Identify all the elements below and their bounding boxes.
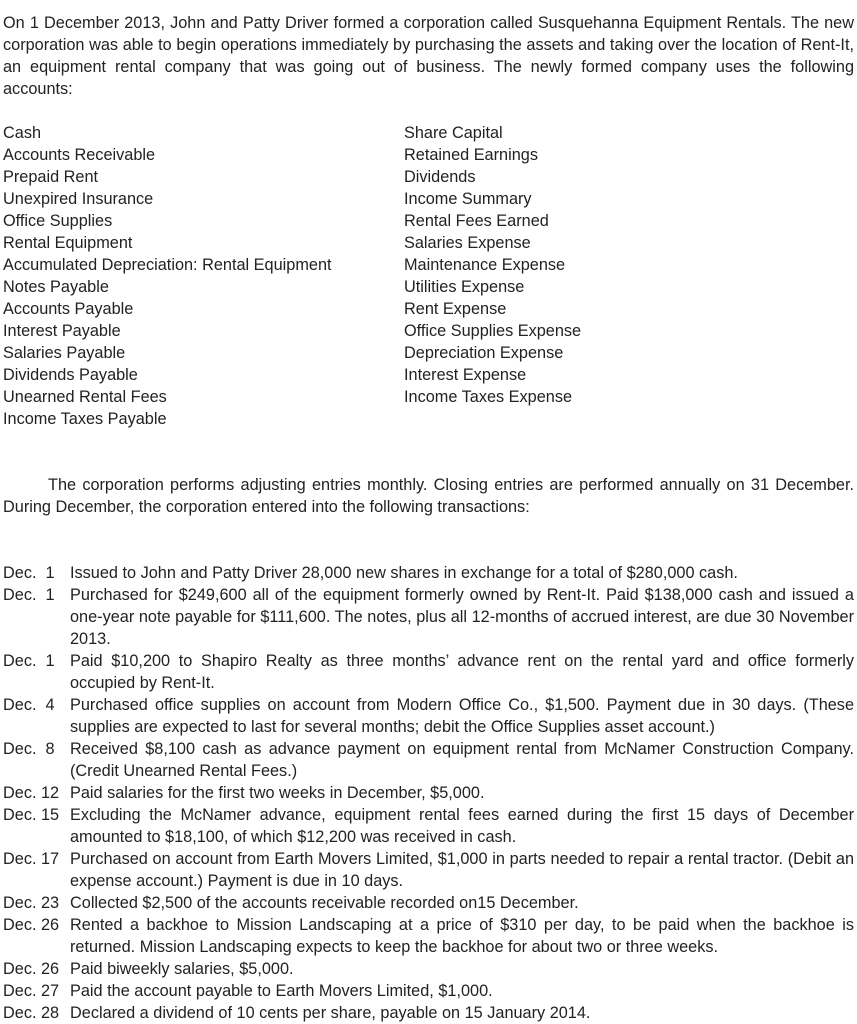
account-item: Depreciation Expense [404, 344, 564, 362]
accounts-right-column [404, 122, 844, 430]
accounts-list [3, 122, 854, 430]
account-item: Prepaid Rent [3, 168, 99, 186]
account-item: Maintenance Expense [404, 256, 566, 274]
account-item: Share Capital [404, 124, 503, 142]
account-item: Dividends [404, 168, 476, 186]
account-item: Unearned Rental Fees [3, 388, 167, 406]
accounts-left-column [3, 122, 404, 430]
transaction-description: Paid $10,200 to Shapiro Realty as three months’ advance rent on the rental yard and office formerly occupied by Rent-It. [70, 652, 854, 692]
transaction-description: Collected $2,500 of the accounts receivable recorded on15 December. [70, 894, 579, 912]
transaction-description: Purchased office supplies on account from Modern Office Co., $1,500. Payment due in 30 days. (These supplies are expected to last for several months; debit the Office Supplies asset account.) [70, 696, 854, 736]
transaction-date: Dec. 27 [3, 982, 60, 1000]
transaction-date: Dec. 1 [3, 564, 55, 582]
transaction-description: Purchased on account from Earth Movers Limited, $1,000 in parts needed to repair a rental tractor. (Debit an expense account.) Payment is due in 10 days. [70, 850, 854, 890]
transaction-description: Excluding the McNamer advance, equipment rental fees earned during the first 15 days of December amounted to $18,100, of which $12,200 was received in cash. [70, 806, 854, 846]
transaction-row [3, 958, 854, 980]
account-item: Accounts Payable [3, 300, 134, 318]
transaction-row [3, 738, 854, 782]
transaction-description: Paid biweekly salaries, $5,000. [70, 960, 294, 978]
account-item: Income Summary [404, 190, 532, 208]
transaction-date: Dec. 23 [3, 894, 60, 912]
transaction-date: Dec. 1 [3, 586, 55, 604]
transaction-description: Received $8,100 cash as advance payment on equipment rental from McNamer Construction Company. (Credit Unearned Rental Fees.) [70, 740, 854, 780]
transaction-date: Dec. 26 [3, 960, 60, 978]
transaction-date: Dec. 17 [3, 850, 60, 868]
account-item: Accounts Receivable [3, 146, 156, 164]
account-item: Salaries Expense [404, 234, 531, 252]
account-item: Utilities Expense [404, 278, 525, 296]
transactions-list [3, 562, 854, 1024]
account-item: Interest Expense [404, 366, 527, 384]
account-item: Interest Payable [3, 322, 121, 340]
transaction-row [3, 584, 854, 650]
transaction-row [3, 562, 854, 584]
account-item: Notes Payable [3, 278, 109, 296]
transactions-intro-paragraph: The corporation performs adjusting entries monthly. Closing entries are performed annually on 31 December. During December, the corporation entered into the following transactions: [3, 476, 854, 516]
transaction-row [3, 694, 854, 738]
transaction-description: Issued to John and Patty Driver 28,000 new shares in exchange for a total of $280,000 cash. [70, 564, 738, 582]
transaction-row [3, 1002, 854, 1024]
account-item: Rental Equipment [3, 234, 133, 252]
transaction-row [3, 892, 854, 914]
account-item: Cash [3, 124, 42, 142]
account-item: Accumulated Depreciation: Rental Equipment [3, 256, 332, 274]
transaction-row [3, 848, 854, 892]
transaction-date: Dec. 8 [3, 740, 55, 758]
transaction-description: Declared a dividend of 10 cents per share, payable on 15 January 2014. [70, 1004, 591, 1022]
transaction-description: Rented a backhoe to Mission Landscaping at a price of $310 per day, to be paid when the backhoe is returned. Mission Landscaping expects to keep the backhoe for about two or three weeks. [70, 916, 854, 956]
account-item: Rent Expense [404, 300, 507, 318]
transaction-row [3, 782, 854, 804]
account-item: Dividends Payable [3, 366, 138, 384]
transaction-date: Dec. 12 [3, 784, 60, 802]
transaction-row [3, 914, 854, 958]
intro-paragraph: On 1 December 2013, John and Patty Driver formed a corporation called Susquehanna Equipment Rentals. The new corporation was able to begin operations immediately by purchasing the assets and taking over the location of Rent-It, an equipment rental company that was going out of business. The newly formed company uses the following accounts: [3, 14, 854, 98]
account-item: Rental Fees Earned [404, 212, 549, 230]
transaction-row [3, 650, 854, 694]
transaction-date: Dec. 1 [3, 652, 55, 670]
transaction-date: Dec. 15 [3, 806, 60, 824]
account-item: Office Supplies Expense [404, 322, 582, 340]
account-item: Unexpired Insurance [3, 190, 154, 208]
account-item: Retained Earnings [404, 146, 538, 164]
transaction-description: Purchased for $249,600 all of the equipment formerly owned by Rent-It. Paid $138,000 cash and issued a one-year note payable for $111,600. The notes, plus all 12-months of accrued interest, are due 30 November 2013. [70, 586, 854, 648]
account-item: Salaries Payable [3, 344, 126, 362]
transaction-row [3, 980, 854, 1002]
transaction-description: Paid salaries for the first two weeks in December, $5,000. [70, 784, 485, 802]
transaction-date: Dec. 26 [3, 916, 60, 934]
transaction-date: Dec. 28 [3, 1004, 60, 1022]
transaction-description: Paid the account payable to Earth Movers Limited, $1,000. [70, 982, 493, 1000]
account-item: Income Taxes Expense [404, 388, 573, 406]
account-item: Income Taxes Payable [3, 410, 167, 428]
account-item: Office Supplies [3, 212, 113, 230]
transaction-row [3, 804, 854, 848]
transaction-date: Dec. 4 [3, 696, 55, 714]
